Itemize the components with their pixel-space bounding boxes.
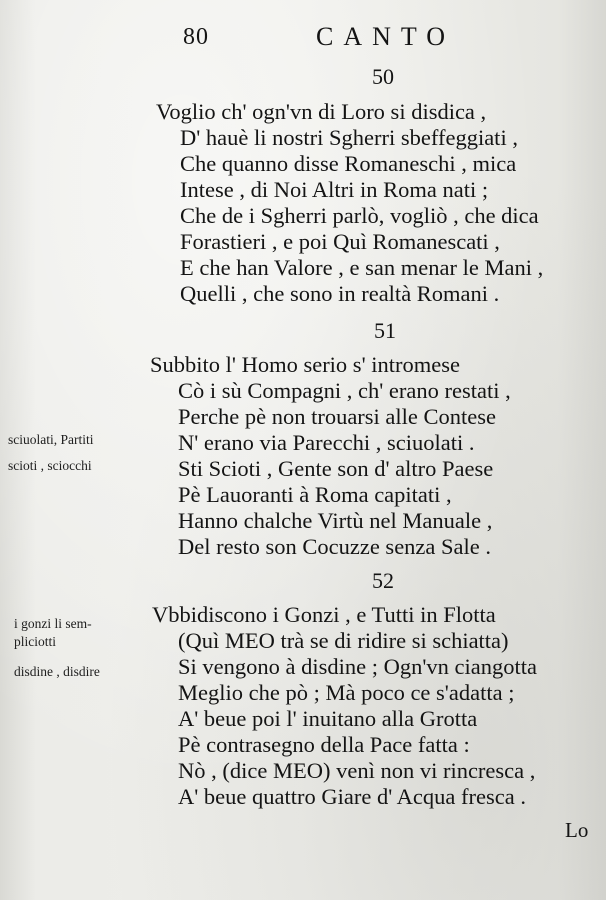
verse-line: Hanno chalche Virtù nel Manuale , xyxy=(178,508,493,533)
verse-line: Pè contrasegno della Pace fatta : xyxy=(178,732,470,757)
verse-line: Voglio ch' ogn'vn di Loro si disdica , xyxy=(156,99,487,124)
verse-line: Che de i Sgherri parlò, vogliò , che dica xyxy=(180,203,539,228)
stanza-number: 50 xyxy=(372,64,394,89)
verse-line: A' beue poi l' inuitano alla Grotta xyxy=(178,706,478,731)
verse-line: Nò , (dice MEO) venì non vi rincresca , xyxy=(178,758,536,783)
verse-line: N' erano via Parecchi , sciuolati . xyxy=(178,430,475,455)
page-header xyxy=(0,22,606,56)
stanza-number: 52 xyxy=(372,568,394,593)
verse-line: Forastieri , e poi Quì Romanescati , xyxy=(180,229,500,254)
margin-note: scioti , sciocchi xyxy=(8,458,92,473)
verse-line: A' beue quattro Giare d' Acqua fresca . xyxy=(178,784,526,809)
verse-line: Cò i sù Compagni , ch' erano restati , xyxy=(178,378,511,403)
margin-note: pliciotti xyxy=(14,634,56,649)
verse-line: Sti Scioti , Gente son d' altro Paese xyxy=(178,456,494,481)
page-number: 80 xyxy=(183,24,209,50)
verse-line: Del resto son Cocuzze senza Sale . xyxy=(178,534,492,559)
verse-line: Meglio che pò ; Mà poco ce s'adatta ; xyxy=(178,680,515,705)
verse-line: (Quì MEO trà se di ridire si schiatta) xyxy=(178,628,509,653)
margin-note: disdine , disdire xyxy=(14,664,100,679)
catchword: Lo xyxy=(565,818,589,842)
verse-line: Pè Lauoranti à Roma capitati , xyxy=(178,482,452,507)
margin-note: i gonzi li sem- xyxy=(14,616,92,631)
verse-line: D' hauè li nostri Sgherri sbeffeggiati , xyxy=(180,125,518,150)
running-head: CANTO xyxy=(316,22,456,51)
verse-line: Perche pè non trouarsi alle Contese xyxy=(178,404,497,429)
verse-line: Si vengono à disdine ; Ogn'vn ciangotta xyxy=(178,654,538,679)
verse-line: Intese , di Noi Altri in Roma nati ; xyxy=(180,177,489,202)
margin-note: sciuolati, Partiti xyxy=(8,432,94,447)
verse-line: Subbito l' Homo serio s' intromese xyxy=(150,352,460,377)
verse-line: E che han Valore , e san menar le Mani , xyxy=(180,255,544,280)
verse-line: Quelli , che sono in realtà Romani . xyxy=(180,281,500,306)
verse-line: Vbbidiscono i Gonzi , e Tutti in Flotta xyxy=(152,602,496,627)
stanza-number: 51 xyxy=(374,318,396,343)
verse-line: Che quanno disse Romaneschi , mica xyxy=(180,151,517,176)
